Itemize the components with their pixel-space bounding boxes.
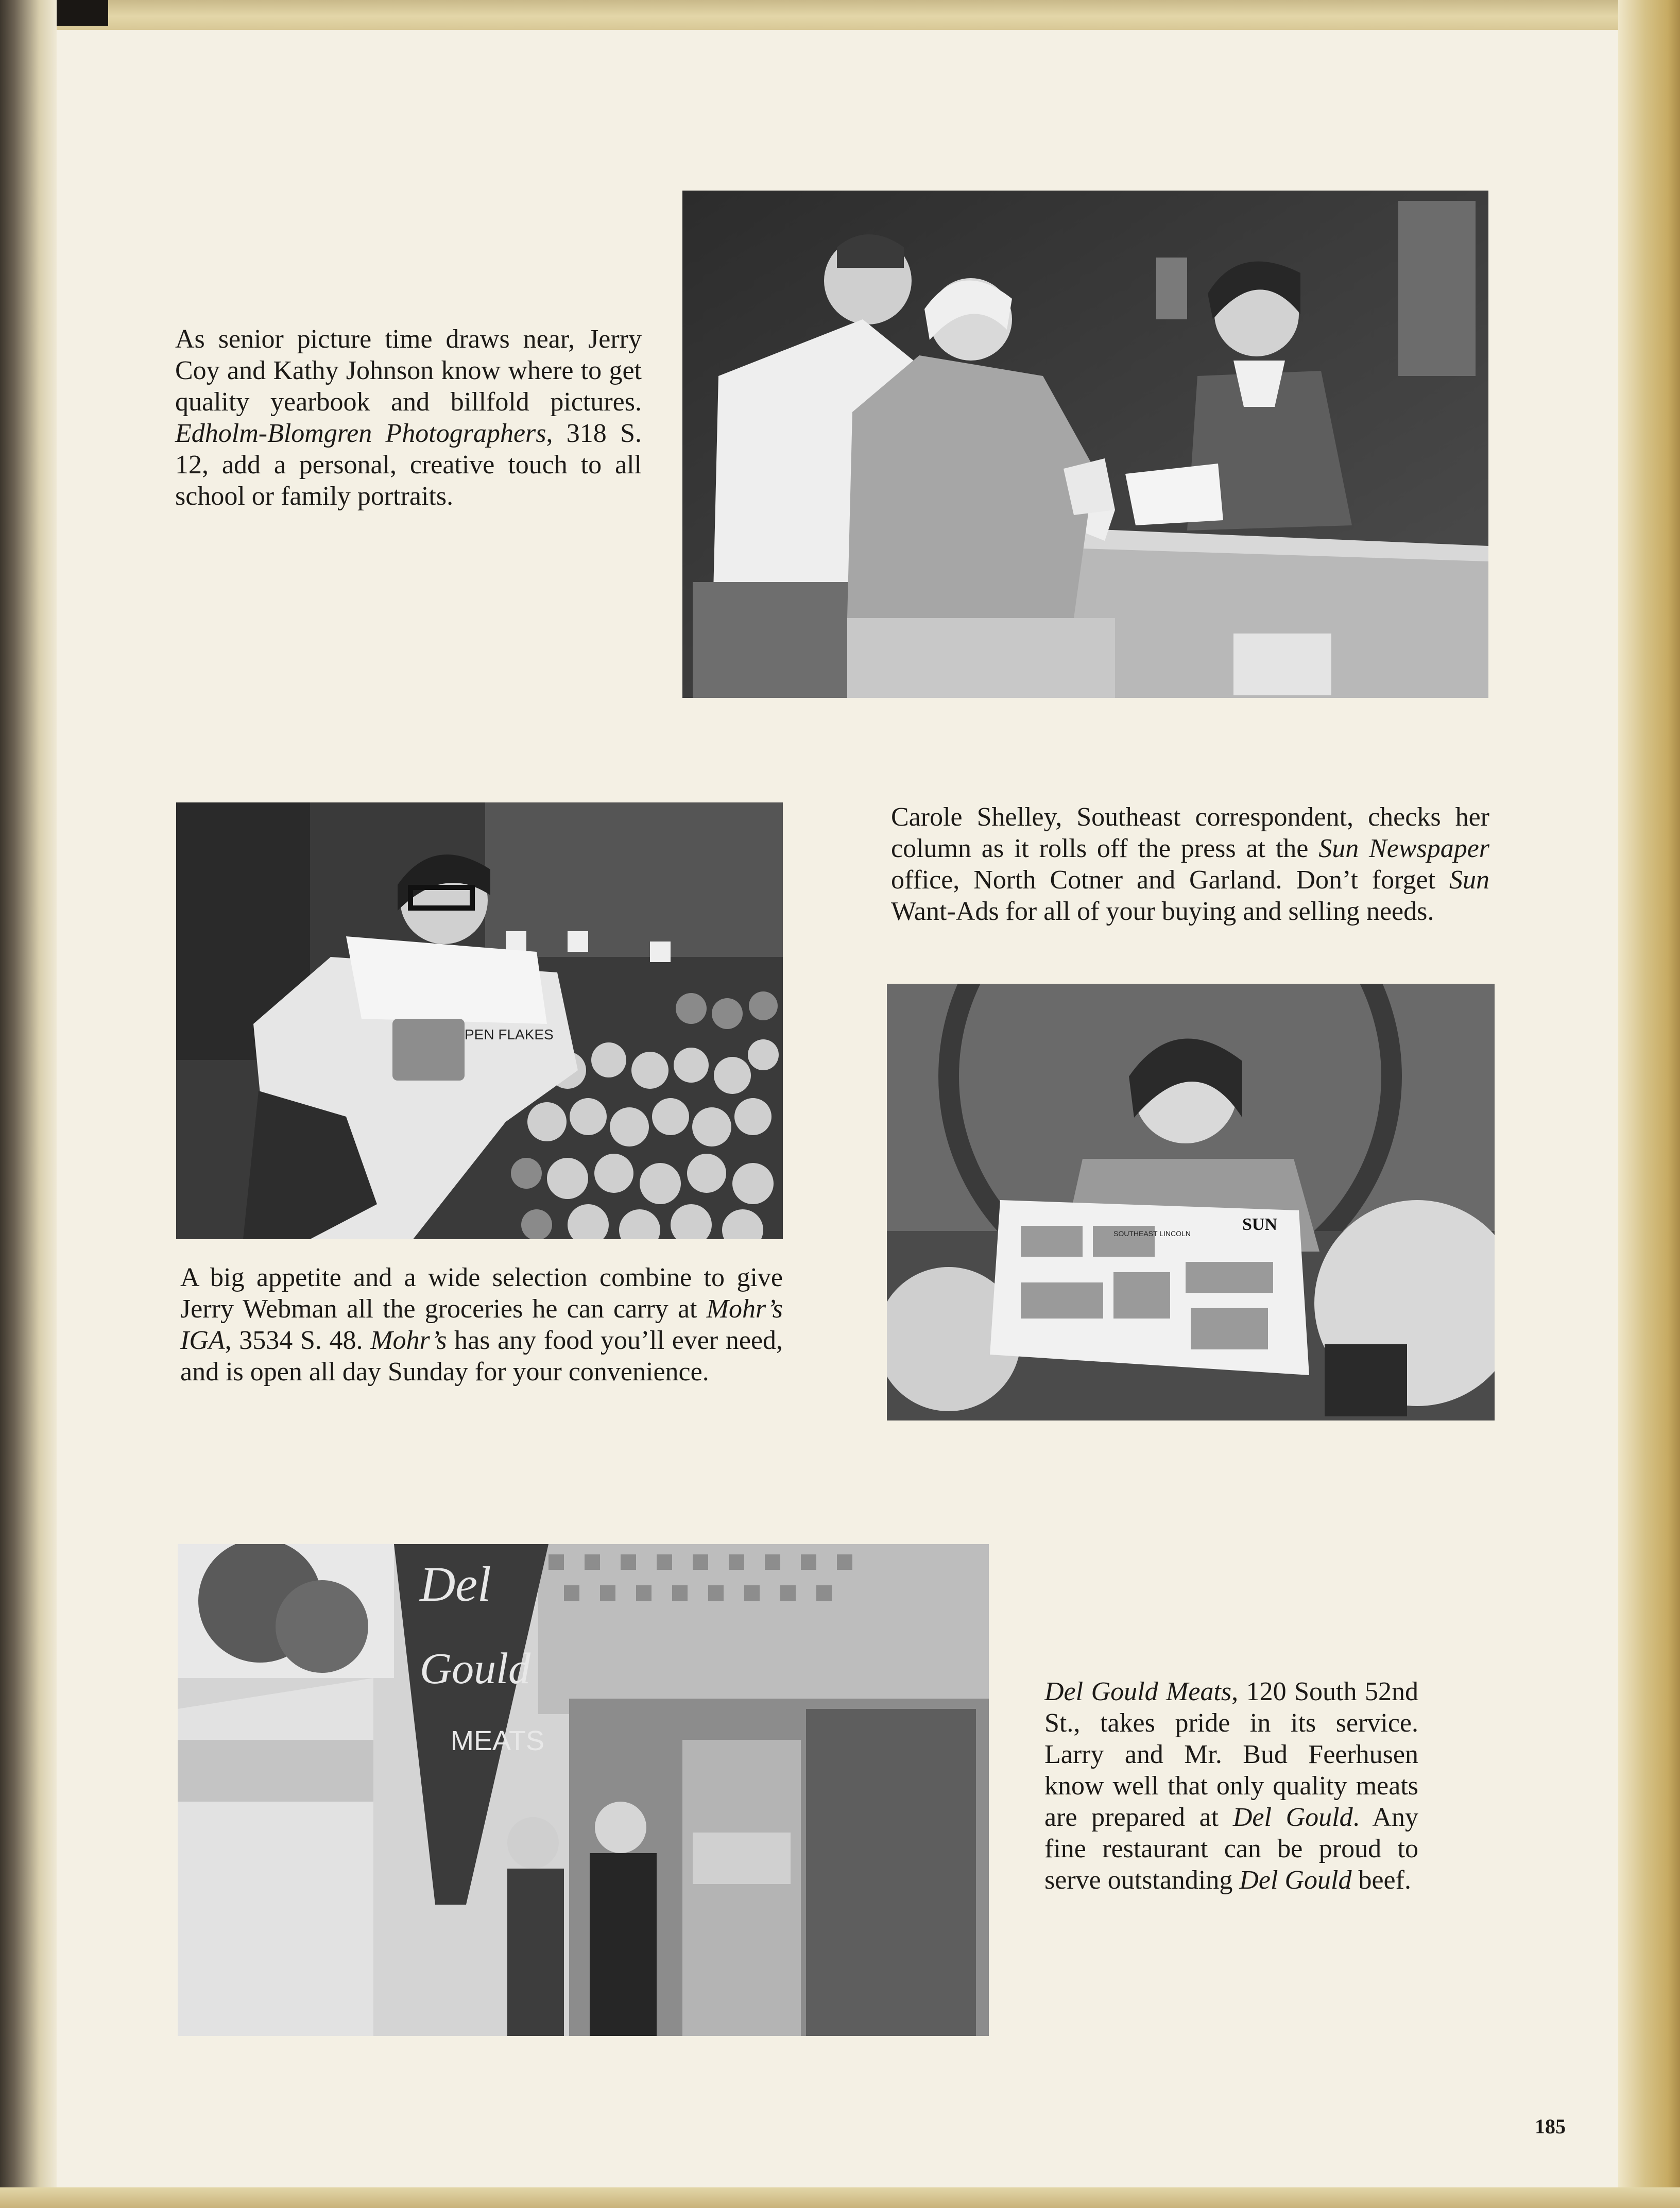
photo-meats-image <box>178 1544 989 2036</box>
meats-sign-line2: Gould <box>420 1644 530 1693</box>
caption-sun <box>891 801 1489 927</box>
caption-sun-text-2: office, North Cotner and Garland. Don’t forget <box>891 865 1449 895</box>
photo-grocery <box>176 802 783 1239</box>
page-right-edge <box>1618 0 1680 2208</box>
caption-delgould <box>1044 1676 1418 1896</box>
page-bottom-edge <box>0 2187 1680 2208</box>
photo-newspaper-image <box>887 984 1495 1420</box>
caption-delgould-business: Del Gould Meats <box>1044 1677 1232 1706</box>
caption-delgould-text-2: . Any fine restaurant can be proud to serve outstanding <box>1044 1803 1418 1895</box>
caption-mohrs-text-2: , 3534 S. 48. <box>225 1326 371 1355</box>
grocery-package-text: PEN FLAKES <box>465 1026 554 1042</box>
page-number: 185 <box>1535 2115 1566 2138</box>
photo-studio <box>682 191 1488 698</box>
caption-edholm-business: Edholm-Blomgren Photographers <box>175 419 546 448</box>
caption-sun-business-2: Sun <box>1449 865 1489 895</box>
caption-mohrs-business-2: Mohr’s <box>370 1326 447 1355</box>
page-top-edge <box>0 0 1680 30</box>
photo-studio-image <box>682 191 1488 698</box>
meats-sign-line1: Del <box>420 1556 491 1612</box>
caption-delgould-business-3: Del Gould <box>1239 1865 1352 1895</box>
caption-edholm-text-2: , 318 S. 12, add a personal, creative touch to all school or family portraits. <box>175 419 642 511</box>
caption-mohrs-business: Mohr’s IGA <box>180 1294 783 1355</box>
photo-meats <box>178 1544 989 2036</box>
caption-delgould-text-1: , 120 South 52nd St., takes pride in its service. Larry and Mr. Bud Feerhusen know well that only quality meats are prepared at <box>1044 1677 1418 1832</box>
caption-sun-text-1: Carole Shelley, Southeast correspondent, checks her column as it rolls off the press at the <box>891 802 1489 863</box>
caption-sun-business: Sun Newspaper <box>1318 834 1490 863</box>
caption-edholm-text-1: As senior picture time draws near, Jerry Coy and Kathy Johnson know where to get quality yearbook and billfold pictures. <box>175 324 642 417</box>
newspaper-masthead: SUN <box>1242 1215 1278 1234</box>
caption-mohrs-text-1: A big appetite and a wide selection combine to give Jerry Webman all the groceries he can carry at <box>180 1263 783 1324</box>
caption-mohrs-text-3: has any food you’ll ever need, and is open all day Sunday for your convenience. <box>180 1326 783 1387</box>
caption-delgould-text-3: beef. <box>1351 1865 1411 1895</box>
caption-delgould-business-2: Del Gould <box>1232 1803 1353 1832</box>
page-left-edge <box>0 0 57 2208</box>
caption-edholm <box>175 323 642 512</box>
photo-grocery-image <box>176 802 783 1239</box>
caption-sun-text-3: Want-Ads for all of your buying and selling needs. <box>891 897 1434 926</box>
photo-newspaper <box>887 984 1495 1420</box>
meats-sign-line3: MEATS <box>451 1725 545 1756</box>
caption-mohrs <box>180 1262 783 1388</box>
newspaper-subhead: SOUTHEAST LINCOLN <box>1113 1229 1191 1238</box>
